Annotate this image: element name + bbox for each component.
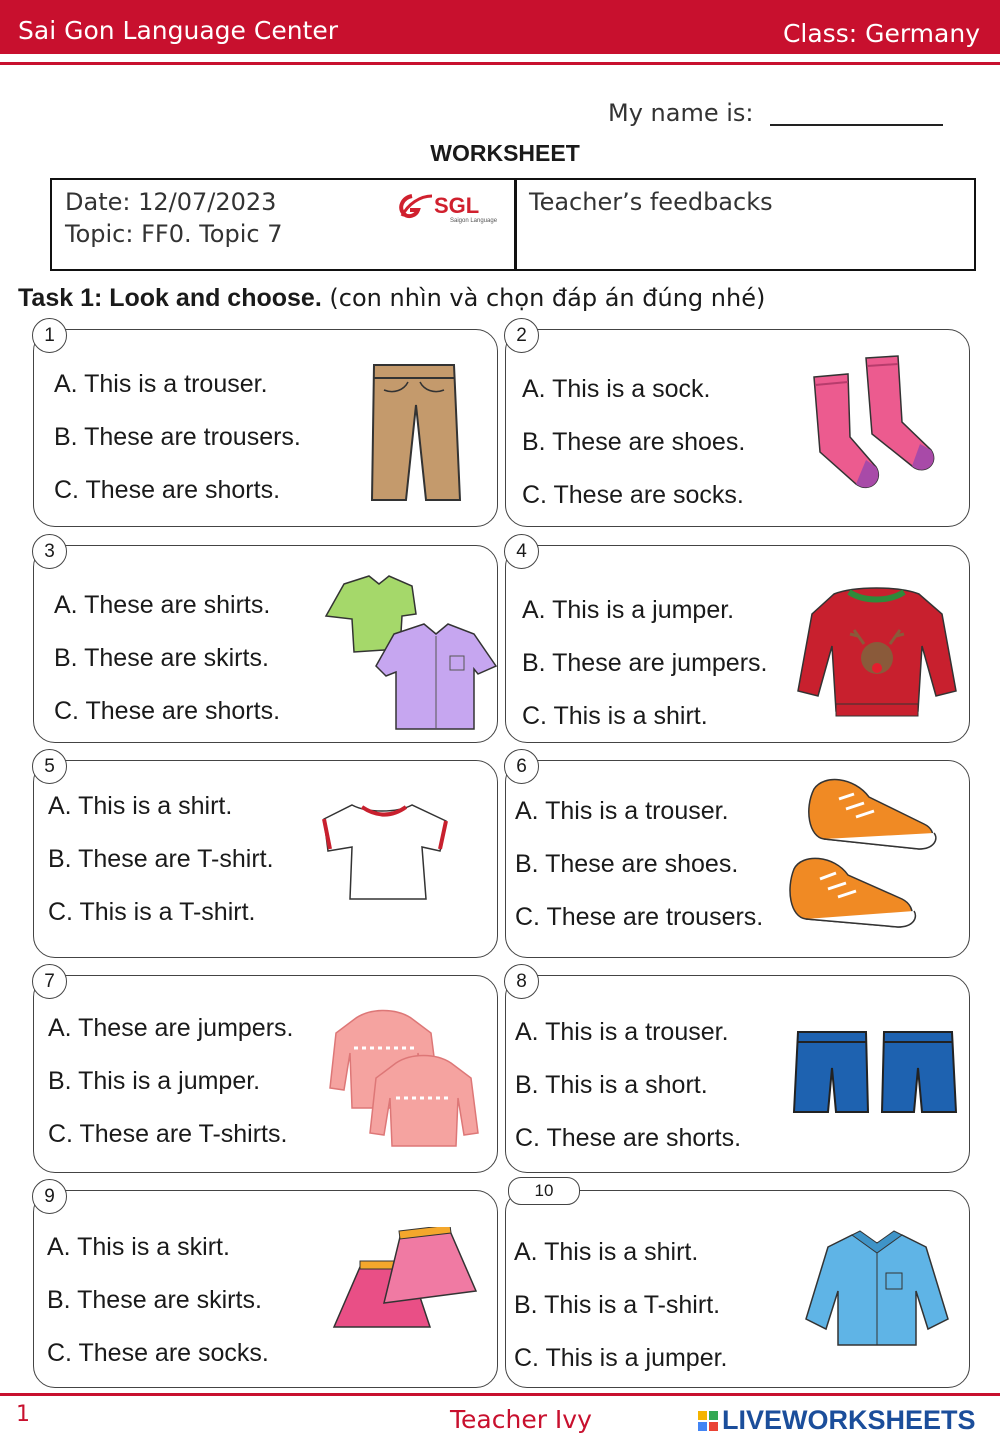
shorts-picture: [792, 1028, 958, 1116]
shirt-picture: [802, 1229, 952, 1349]
question-number: 8: [504, 964, 539, 999]
task-title: Task 1: Look and choose.: [18, 284, 322, 312]
question-card-6: [505, 756, 970, 958]
option-b[interactable]: B. This is a short.: [515, 1071, 708, 1099]
question-number: 4: [504, 534, 539, 569]
option-c[interactable]: C. These are trousers.: [515, 903, 764, 931]
option-c[interactable]: C. These are shorts.: [54, 697, 281, 725]
tshirt-picture: [322, 799, 452, 904]
question-card-2: [505, 325, 970, 527]
question-card-10: [505, 1181, 970, 1388]
teacher-name: Teacher Ivy: [450, 1405, 592, 1434]
question-card-1: [33, 325, 498, 527]
option-a[interactable]: A. These are shirts.: [54, 591, 271, 619]
option-c[interactable]: C. This is a shirt.: [522, 702, 708, 730]
name-input-line[interactable]: [770, 124, 943, 126]
info-box: [50, 178, 976, 271]
option-c[interactable]: C. These are socks.: [522, 481, 744, 509]
class-label: Class: Germany: [782, 19, 980, 48]
option-a[interactable]: A. These are jumpers.: [48, 1014, 294, 1042]
skirts-picture: [330, 1227, 480, 1337]
liveworksheets-logo[interactable]: LIVEWORKSHEETS: [722, 1405, 976, 1435]
sgl-logo: [398, 190, 513, 224]
header-bar: [0, 0, 1000, 54]
option-b[interactable]: B. These are skirts.: [54, 644, 269, 672]
option-b[interactable]: B. This is a T-shirt.: [514, 1291, 721, 1319]
liveworksheets-icon: [698, 1411, 718, 1431]
option-b[interactable]: B. These are shoes.: [515, 850, 739, 878]
trousers-picture: [364, 360, 464, 510]
shoes-picture: [784, 769, 944, 939]
date-text: Date: 12/07/2023: [65, 188, 277, 216]
question-card-7: [33, 971, 498, 1173]
option-b[interactable]: B. These are shoes.: [522, 428, 746, 456]
question-card-3: [33, 541, 498, 743]
option-a[interactable]: A. This is a shirt.: [514, 1238, 699, 1266]
question-number: 7: [32, 964, 67, 999]
question-number: 5: [32, 749, 67, 784]
logo-text: SGL: [434, 193, 480, 218]
footer-divider: [0, 1393, 1000, 1396]
topic-text: Topic: FF0. Topic 7: [65, 220, 283, 248]
question-number: 10: [508, 1177, 580, 1205]
option-a[interactable]: A. This is a trouser.: [515, 1018, 729, 1046]
option-a[interactable]: A. This is a trouser.: [515, 797, 729, 825]
option-b[interactable]: B. These are trousers.: [54, 423, 301, 451]
option-a[interactable]: A. This is a trouser.: [54, 370, 268, 398]
jumper-picture: [794, 586, 959, 724]
school-name: Sai Gon Language Center: [18, 16, 339, 45]
option-c[interactable]: C. These are socks.: [47, 1339, 269, 1367]
question-number: 9: [32, 1179, 67, 1214]
option-a[interactable]: A. This is a jumper.: [522, 596, 735, 624]
feedback-label: Teacher’s feedbacks: [529, 188, 773, 216]
name-label: My name is:: [608, 99, 754, 127]
header-divider: [0, 62, 1000, 65]
option-c[interactable]: C. This is a jumper.: [514, 1344, 728, 1372]
task-instruction: (con nhìn và chọn đáp án đúng nhé): [329, 284, 766, 312]
option-b[interactable]: B. These are skirts.: [47, 1286, 262, 1314]
question-card-4: [505, 541, 970, 743]
question-number: 6: [504, 749, 539, 784]
task-heading: [18, 284, 765, 313]
question-card-8: [505, 971, 970, 1173]
option-a[interactable]: A. This is a sock.: [522, 375, 711, 403]
option-b[interactable]: B. These are jumpers.: [522, 649, 768, 677]
option-b[interactable]: B. This is a jumper.: [48, 1067, 261, 1095]
option-a[interactable]: A. This is a shirt.: [48, 792, 233, 820]
socks-picture: [806, 352, 946, 497]
info-box-divider: [514, 180, 517, 269]
question-number: 3: [32, 534, 67, 569]
option-a[interactable]: A. This is a skirt.: [47, 1233, 230, 1261]
option-c[interactable]: C. This is a T-shirt.: [48, 898, 256, 926]
question-number: 2: [504, 318, 539, 353]
option-c[interactable]: C. These are shorts.: [54, 476, 281, 504]
option-c[interactable]: C. These are shorts.: [515, 1124, 742, 1152]
page-number: 1: [16, 1402, 30, 1427]
jumpers-picture: [326, 1008, 491, 1148]
page-title: WORKSHEET: [430, 140, 580, 166]
question-card-9: [33, 1186, 498, 1388]
logo-subtext: Saigon Language: [450, 218, 498, 224]
option-b[interactable]: B. These are T-shirt.: [48, 845, 274, 873]
question-number: 1: [32, 318, 67, 353]
shirts-picture: [324, 574, 499, 732]
option-c[interactable]: C. These are T-shirts.: [48, 1120, 288, 1148]
question-card-5: [33, 756, 498, 958]
